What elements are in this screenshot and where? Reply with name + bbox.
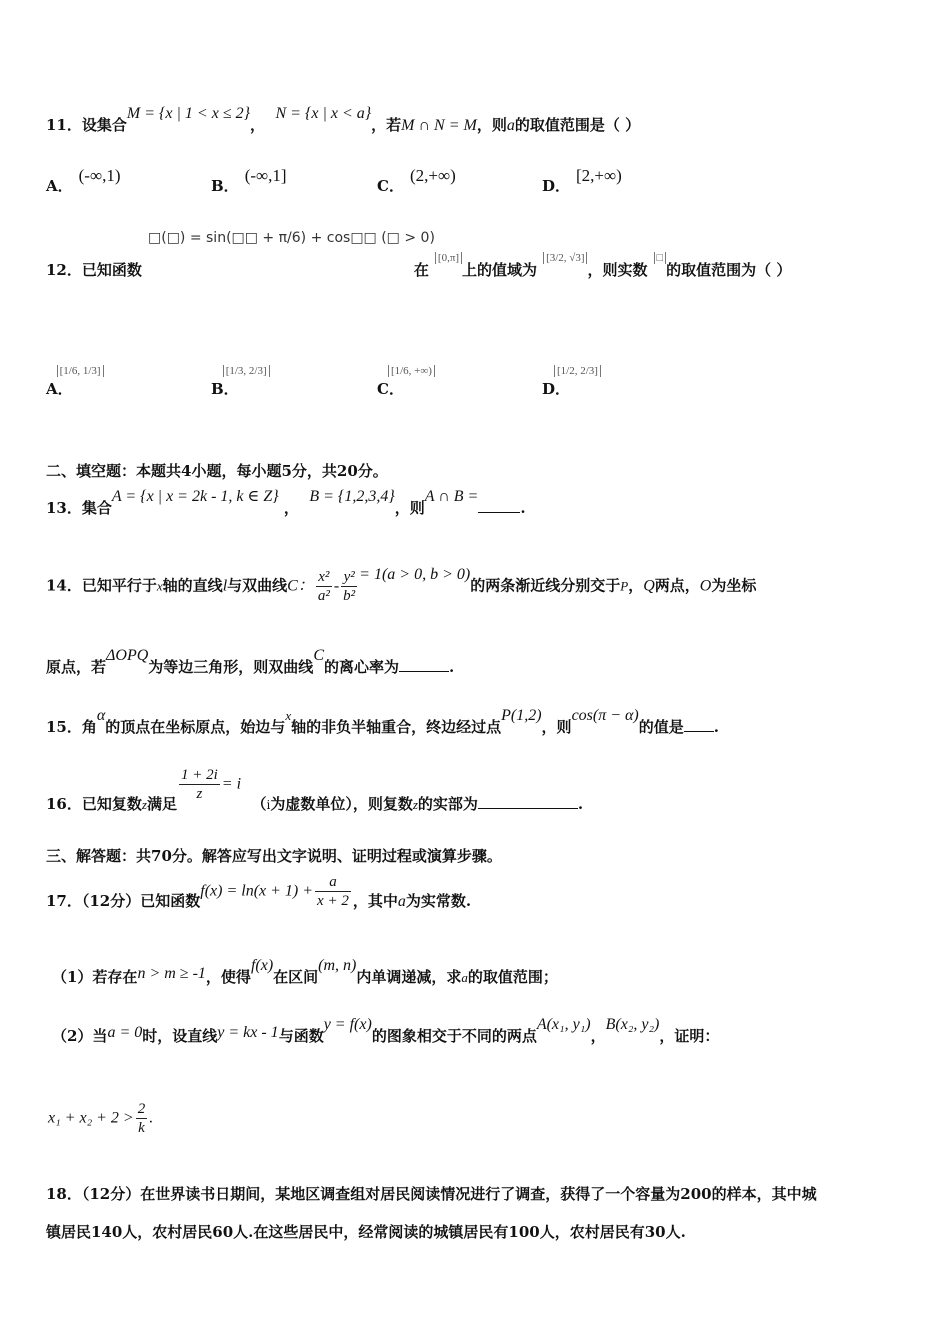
- q12-option-d[interactable]: D．[1/2, 2/3]: [542, 378, 601, 399]
- q11-number: 11．: [46, 116, 82, 134]
- q17-inequality-fraction: $\frac{2}{k}$: [137, 1101, 146, 1136]
- q13-set-b: B = {1,2,3,4}: [309, 488, 395, 505]
- q12-interval: [0,π]: [435, 252, 462, 264]
- q17-fraction: $\frac{a}{x + 2}$: [317, 874, 349, 909]
- q11-option-b[interactable]: B．(-∞,1]: [211, 166, 287, 195]
- q11-option-a[interactable]: A．(-∞,1): [46, 166, 121, 195]
- q16-answer-blank[interactable]: [478, 794, 578, 809]
- q12-function: □(□) = sin(□□ + π/6) + cos□□ (□ > 0): [148, 230, 435, 246]
- q11-option-c[interactable]: C．(2,+∞): [377, 166, 456, 195]
- q14-stem-line2: 原点，若ΔOPQ为等边三角形，则双曲线C的离心率为 .: [46, 647, 455, 676]
- q15-answer-blank[interactable]: [684, 717, 714, 732]
- q16-fraction: $\frac{1 + 2i}{z}$: [180, 767, 218, 802]
- q12-option-b[interactable]: B．[1/3, 2/3]: [211, 378, 270, 399]
- q12-option-a[interactable]: A．[1/6, 1/3]: [46, 378, 104, 399]
- q16-stem: 16．已知复数z满足 $\frac{1 + 2i}{z}$ = i （$_i$为虚数单位），则复数z的实部为 .: [46, 767, 584, 813]
- q11-option-d[interactable]: D．[2,+∞): [542, 166, 622, 195]
- q14-stem-line1: 14．已知平行于x轴的直线l与双曲线C： $\frac{\text{x²}}{\text{a²}}$ - $\frac{\text{y²}}{\text{b²}}$ = 1(a > 0, b > 0)的两条渐近线分别交于P，Q两点，O为坐标: [46, 565, 757, 604]
- q13-answer-blank[interactable]: [478, 498, 520, 513]
- q11-set-n: N = {x | x < a}: [275, 105, 372, 122]
- q17-part1: （1）若存在n > m ≥ -1，使得f(x)在区间(m, n)内单调递减，求a的取值范围；: [52, 957, 558, 986]
- q14-y-fraction: $\frac{\text{y²}}{\text{b²}}$: [343, 569, 356, 604]
- q18-line2: 镇居民140人，农村居民60人.在这些居民中，经常阅读的城镇居民有100人，农村居民有30人.: [46, 1223, 686, 1241]
- q18-line1: 18．（12分）在世界读书日期间，某地区调查组对居民阅读情况进行了调查，获得了一个容量为200的样本，其中城: [46, 1185, 817, 1203]
- section-solution-heading: 三、解答题：共70分。解答应写出文字说明、证明过程或演算步骤。: [46, 847, 502, 865]
- q12-option-c[interactable]: C．[1/6, +∞): [377, 378, 435, 399]
- q13-set-a: A = {x | x = 2k - 1, k ∈ Z}: [111, 488, 279, 505]
- q13-stem: 13．集合A = {x | x = 2k - 1, k ∈ Z} ， B = {1,2,3,4}，则A ∩ B =.: [46, 488, 526, 517]
- q15-stem: 15．角α的顶点在坐标原点，始边与x轴的非负半轴重合，终边经过点P(1,2)，则cos(π − α)的值是 .: [46, 707, 720, 736]
- q14-answer-blank[interactable]: [399, 657, 449, 672]
- q17-stem: 17．（12分）已知函数f(x) = ln(x + 1) + $\frac{a}{x + 2}$ ，其中a为实常数.: [46, 874, 472, 910]
- q14-x-fraction: $\frac{\text{x²}}{\text{a²}}$: [317, 569, 330, 604]
- q11-set-m: M = {x | 1 < x ≤ 2}: [126, 105, 250, 122]
- q18-stem: [46, 1175, 906, 1251]
- q17-inequality: x₁ + x₂ + 2 > $\frac{2}{k}$ .: [48, 1101, 154, 1136]
- q12-range: [3/2, √3]: [543, 252, 587, 264]
- q12-stem: 12．已知函数 在[0,π]上的值域为[3/2, √3]，则实数□的取值范围为（ ）: [46, 252, 792, 279]
- q17-part2: （2）当a = 0时，设直线y = kx - 1与函数y = f(x)的图象相交于不同的两点A(x₁, y₁)，B(x₂, y₂)，证明：: [52, 1016, 720, 1045]
- section-fill-in-heading: 二、填空题：本题共4小题，每小题5分，共20分。: [46, 462, 388, 480]
- q11-stem: 11．设集合M = {x | 1 < x ≤ 2}， N = {x | x < a}，若M ∩ N = M，则a的取值范围是（ ）: [46, 105, 641, 134]
